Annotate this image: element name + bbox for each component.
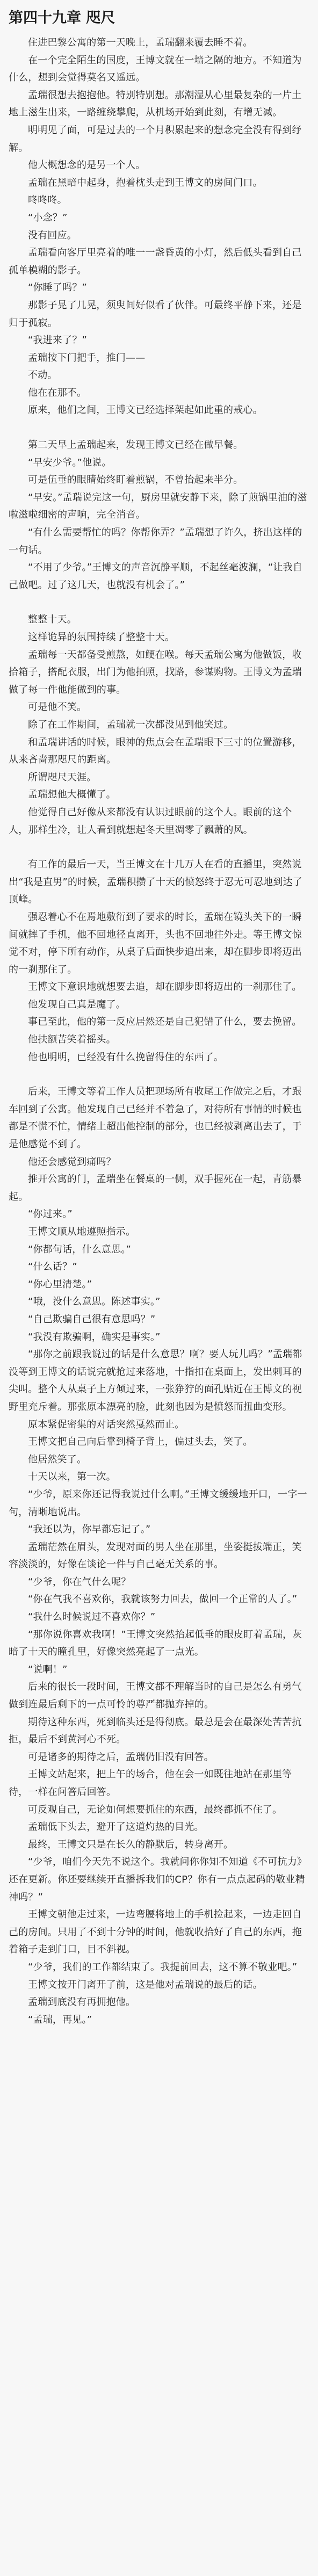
paragraph: 住进巴黎公寓的第一天晚上，孟瑞翻来覆去睡不着。 bbox=[28, 37, 253, 48]
paragraph: 王博文站起来，把上午的场合，他在会一如既往地站在那里等待，一样在问答后回答。 bbox=[9, 1769, 292, 1798]
paragraph: “你睡了吗？” bbox=[28, 282, 88, 294]
paragraph: 他觉得自己好像从来都没有认识过眼前的这个人。眼前的这个人，那样生冷，让人看到就想起冬天里凋零了飘萧的风。 bbox=[9, 806, 292, 836]
paragraph: 孟瑞到底没有再拥抱他。 bbox=[28, 1996, 136, 2008]
paragraph: 王博文朝他走过来，一边弯腰将地上的手机捡起来，一边走回自己的房间。只用了不到十分钟的时间，他就收拾好了自己的东西，拖着箱子走到门口，目不斜视。 bbox=[9, 1909, 302, 1956]
paragraph: 王博文按开门离开了前，这是他对孟瑞说的最后的话。 bbox=[28, 1979, 263, 1991]
paragraph: 整整十天。 bbox=[28, 614, 77, 626]
paragraph: “什么话？” bbox=[28, 1261, 77, 1273]
section-break bbox=[9, 839, 307, 856]
paragraph: 所谓咫尺天涯。 bbox=[28, 771, 97, 783]
paragraph: 可是他不笑。 bbox=[28, 701, 87, 713]
paragraph: “我没有欺骗啊，确实是事实。” bbox=[28, 1331, 161, 1343]
paragraph: 有工作的最后一天，当王博文在十几万人在看的直播里，突然说出“我是直男”的时候，孟瑞积攒了十天的愤怒终于忍无可忍地到达了顶峰。 bbox=[9, 859, 302, 906]
paragraph: 孟瑞每一天都备受煎熬，如鲠在喉。每天孟瑞公寓为他做饭，收拾箱子，搭配衣服，出门为他拍照，找路，参谋购物。王博文为孟瑞做了每一件他能做到的事。 bbox=[9, 649, 302, 696]
paragraph: “少爷，我们的工作都结束了。我提前回去，这不算不敬业吧。” bbox=[28, 1961, 298, 1973]
paragraph: “少爷，你在气什么呢？ bbox=[28, 1576, 131, 1588]
paragraph: 他大概想念的是另一个人。 bbox=[28, 160, 146, 171]
paragraph: 和孟瑞讲话的时候，眼神的焦点会在孟瑞眼下三寸的位置游移，从来吝啬那咫尺的距离。 bbox=[9, 736, 302, 766]
paragraph: “你在气我不喜欢你，我就该努力回去，做回一个正常的人了。” bbox=[28, 1594, 298, 1605]
paragraph: “那你之前跟我说过的话是什么意思？啊？要人玩儿吗？”孟瑞都没等到王博文的话说完就抢过来落地，十指扣在桌面上，发出刺耳的尖叫。整个人从桌子上方倾过来，一张狰狞的面孔贴近在王博文的视野里充斥着。那张原本漂亮的脸，此刻也因为是愤怒而扭曲变形。 bbox=[9, 1349, 302, 1413]
paragraph: 不动。 bbox=[28, 370, 57, 381]
paragraph: “我还以为，你早都忘记了。” bbox=[28, 1524, 151, 1536]
paragraph: 明明见了面，可是过去的一个月积累起来的想念完全没有得到纾解。 bbox=[9, 124, 302, 154]
paragraph: 他也明明，已经没有什么挽留得住的东西了。 bbox=[28, 1051, 223, 1063]
paragraph: 可反观自己，无论如何想要抓住的东西，最终都抓不住了。 bbox=[28, 1804, 283, 1815]
paragraph: 第二天早上孟瑞起来，发现王博文已经在做早餐。 bbox=[28, 439, 243, 451]
paragraph: 他扶额苦笑着摇头。 bbox=[28, 1034, 116, 1046]
paragraph: 孟瑞在黑暗中起身，抱着枕头走到王博文的房间门口。 bbox=[28, 177, 263, 189]
paragraph: 他还会感觉到痛吗？ bbox=[28, 1156, 116, 1168]
paragraph: “那你说你喜欢我啊！”王博文突然抬起低垂的眼皮盯着孟瑞，灰暗了十天的瞳孔里，好像突然亮起了一点光。 bbox=[9, 1629, 302, 1658]
paragraph: “自己欺骗自己很有意思吗？” bbox=[28, 1313, 156, 1325]
paragraph: 王博文顺从地遵照指示。 bbox=[28, 1226, 136, 1238]
paragraph: “我进来了？” bbox=[28, 335, 88, 346]
paragraph: “你都句话，什么意思。” bbox=[28, 1243, 132, 1255]
paragraph: 王博文把自己向后靠到椅子背上，偏过头去，笑了。 bbox=[28, 1436, 253, 1448]
section-break bbox=[9, 594, 307, 611]
paragraph: 在一个完全陌生的国度，王博文就在一墙之隔的地方。不知道为什么，想到会觉得莫名又遥远。 bbox=[9, 54, 302, 84]
section-break bbox=[9, 1066, 307, 1083]
paragraph: 后来，王博文等着工作人员把现场所有收尾工作做完之后，才跟车回到了公寓。他发现自己已经并不着急了，对待所有事情的时候也都是不慌不忙，情绪上超出他控制的部分，也已经被剥离出去了，于是他感觉不到了。 bbox=[9, 1086, 302, 1150]
paragraph: 王博文下意识地就想要去追，却在脚步即将迈出的一刹那住了。 bbox=[28, 981, 302, 993]
paragraph: 事已至此，他的第一反应居然还是自己犯错了什么，要去挽留。 bbox=[28, 1016, 302, 1028]
paragraph: 他发现自己真是魔了。 bbox=[28, 998, 126, 1010]
paragraph: 可是诸多的期待之后，孟瑞仍旧没有回答。 bbox=[28, 1751, 214, 1763]
paragraph: “少爷，咱们今天先不说这个。我就问你你知不知道《不可抗力》还在更新。你还要继续开直播拆我们的CP？你有一点点起码的敬业精神吗？” bbox=[9, 1856, 307, 1903]
paragraph: 孟瑞茫然在眉头，发现对面的男人坐在那里，坐姿挺拔端正，笑容淡淡的，好像在谈论一件与自己毫无关系的事。 bbox=[9, 1541, 302, 1571]
paragraph: 那影子晃了几晃，须臾间好似看了伙伴。可最终平静下来，还是归于孤寂。 bbox=[9, 299, 302, 329]
paragraph: 原本紧促密集的对话突然戛然而止。 bbox=[28, 1419, 185, 1430]
paragraph: 他居然笑了。 bbox=[28, 1453, 87, 1465]
chapter-title: 第四十九章 咫尺 bbox=[9, 10, 115, 26]
paragraph: 最终，王博文只是在长久的静默后，转身离开。 bbox=[28, 1839, 234, 1850]
paragraph: “说啊！” bbox=[28, 1663, 68, 1675]
paragraph: “孟瑞，再见。” bbox=[28, 2014, 92, 2025]
paragraph: 他在在那不。 bbox=[28, 387, 87, 399]
paragraph: “小念？” bbox=[28, 212, 68, 223]
paragraph: 推开公寓的门，孟瑞坐在餐桌的一侧，双手握死在一起，青筋暴起。 bbox=[9, 1174, 302, 1203]
paragraph: 强忍着心不在焉地敷衍到了要求的时长，孟瑞在镜头关下的一瞬间就摔了手机，他不回地径直离开，头也不回地往外走。等王博文惊觉不对，停下所有动作，从桌子后面快步追出来，却在脚步即将迈出的一刹那住了。 bbox=[9, 911, 302, 975]
paragraph: 孟瑞很想去抱抱他。特别特别想。那潮湿从心里最复杂的一片土地上滋生出来，一路缠绕攀爬，从机场开始到此刻，有增无减。 bbox=[9, 89, 302, 119]
paragraph: “早安少爷。”他说。 bbox=[28, 457, 112, 468]
paragraph: “早安。”孟瑞说完这一句，厨房里就安静下来，除了煎锅里油的滋啦滋啦细密的声响，完全消音。 bbox=[9, 491, 307, 521]
paragraph: 除了在工作期间，孟瑞就一次都没见到他笑过。 bbox=[28, 719, 234, 730]
paragraph: 后来的很长一段时间，王博文都不理解当时的自己是怎么有勇气做到连最后剩下的一点可怜的尊严都抛弃掉的。 bbox=[9, 1681, 302, 1711]
paragraph: “哦，没什么意思。陈述事实。” bbox=[28, 1296, 161, 1308]
chapter-body bbox=[9, 34, 307, 2029]
paragraph: “少爷，原来你还记得我说过什么啊。”王博文缓缓地开口，一字一句，清晰地说出。 bbox=[9, 1488, 307, 1518]
paragraph: “你心里清楚。” bbox=[28, 1278, 92, 1290]
paragraph: 孟瑞看向客厅里亮着的唯一一盏昏黄的小灯，然后低头看到自己孤单模糊的影子。 bbox=[9, 247, 302, 276]
paragraph: “我什么时候说过不喜欢你？” bbox=[28, 1611, 156, 1623]
paragraph: 原来，他们之间，王博文已经选择架起如此重的戒心。 bbox=[28, 404, 263, 416]
paragraph: 咚咚咚。 bbox=[28, 194, 67, 206]
paragraph: 孟瑞按下门把手，推门—— bbox=[28, 352, 146, 364]
section-break bbox=[9, 419, 307, 437]
paragraph: 这样诡异的氛围持续了整整十天。 bbox=[28, 632, 175, 643]
paragraph: 没有回应。 bbox=[28, 229, 77, 241]
paragraph: “有什么需要帮忙的吗？你帮你弄？”孟瑞想了许久，挤出这样的一句话。 bbox=[9, 527, 302, 556]
paragraph: 十天以来，第一次。 bbox=[28, 1471, 116, 1483]
paragraph: 可是伍垂的眼睛始终盯着煎锅，不曾抬起来半分。 bbox=[28, 474, 243, 486]
paragraph: “不用了少爷。”王博文的声音沉静平顺，不起丝毫波澜，“让我自己做吧。过了这几天，也就没有机会了。” bbox=[9, 562, 302, 591]
paragraph: 孟瑞想他大概懂了。 bbox=[28, 789, 116, 801]
paragraph: “你过来。” bbox=[28, 1209, 73, 1220]
paragraph: 孟瑞低下头去，避开了这道灼热的目光。 bbox=[28, 1821, 204, 1833]
paragraph: 期待这种东西，死到临头还是得彻底。最总是会在最深处苦苦抗拒，最后不到黄河心不死。 bbox=[9, 1716, 302, 1746]
